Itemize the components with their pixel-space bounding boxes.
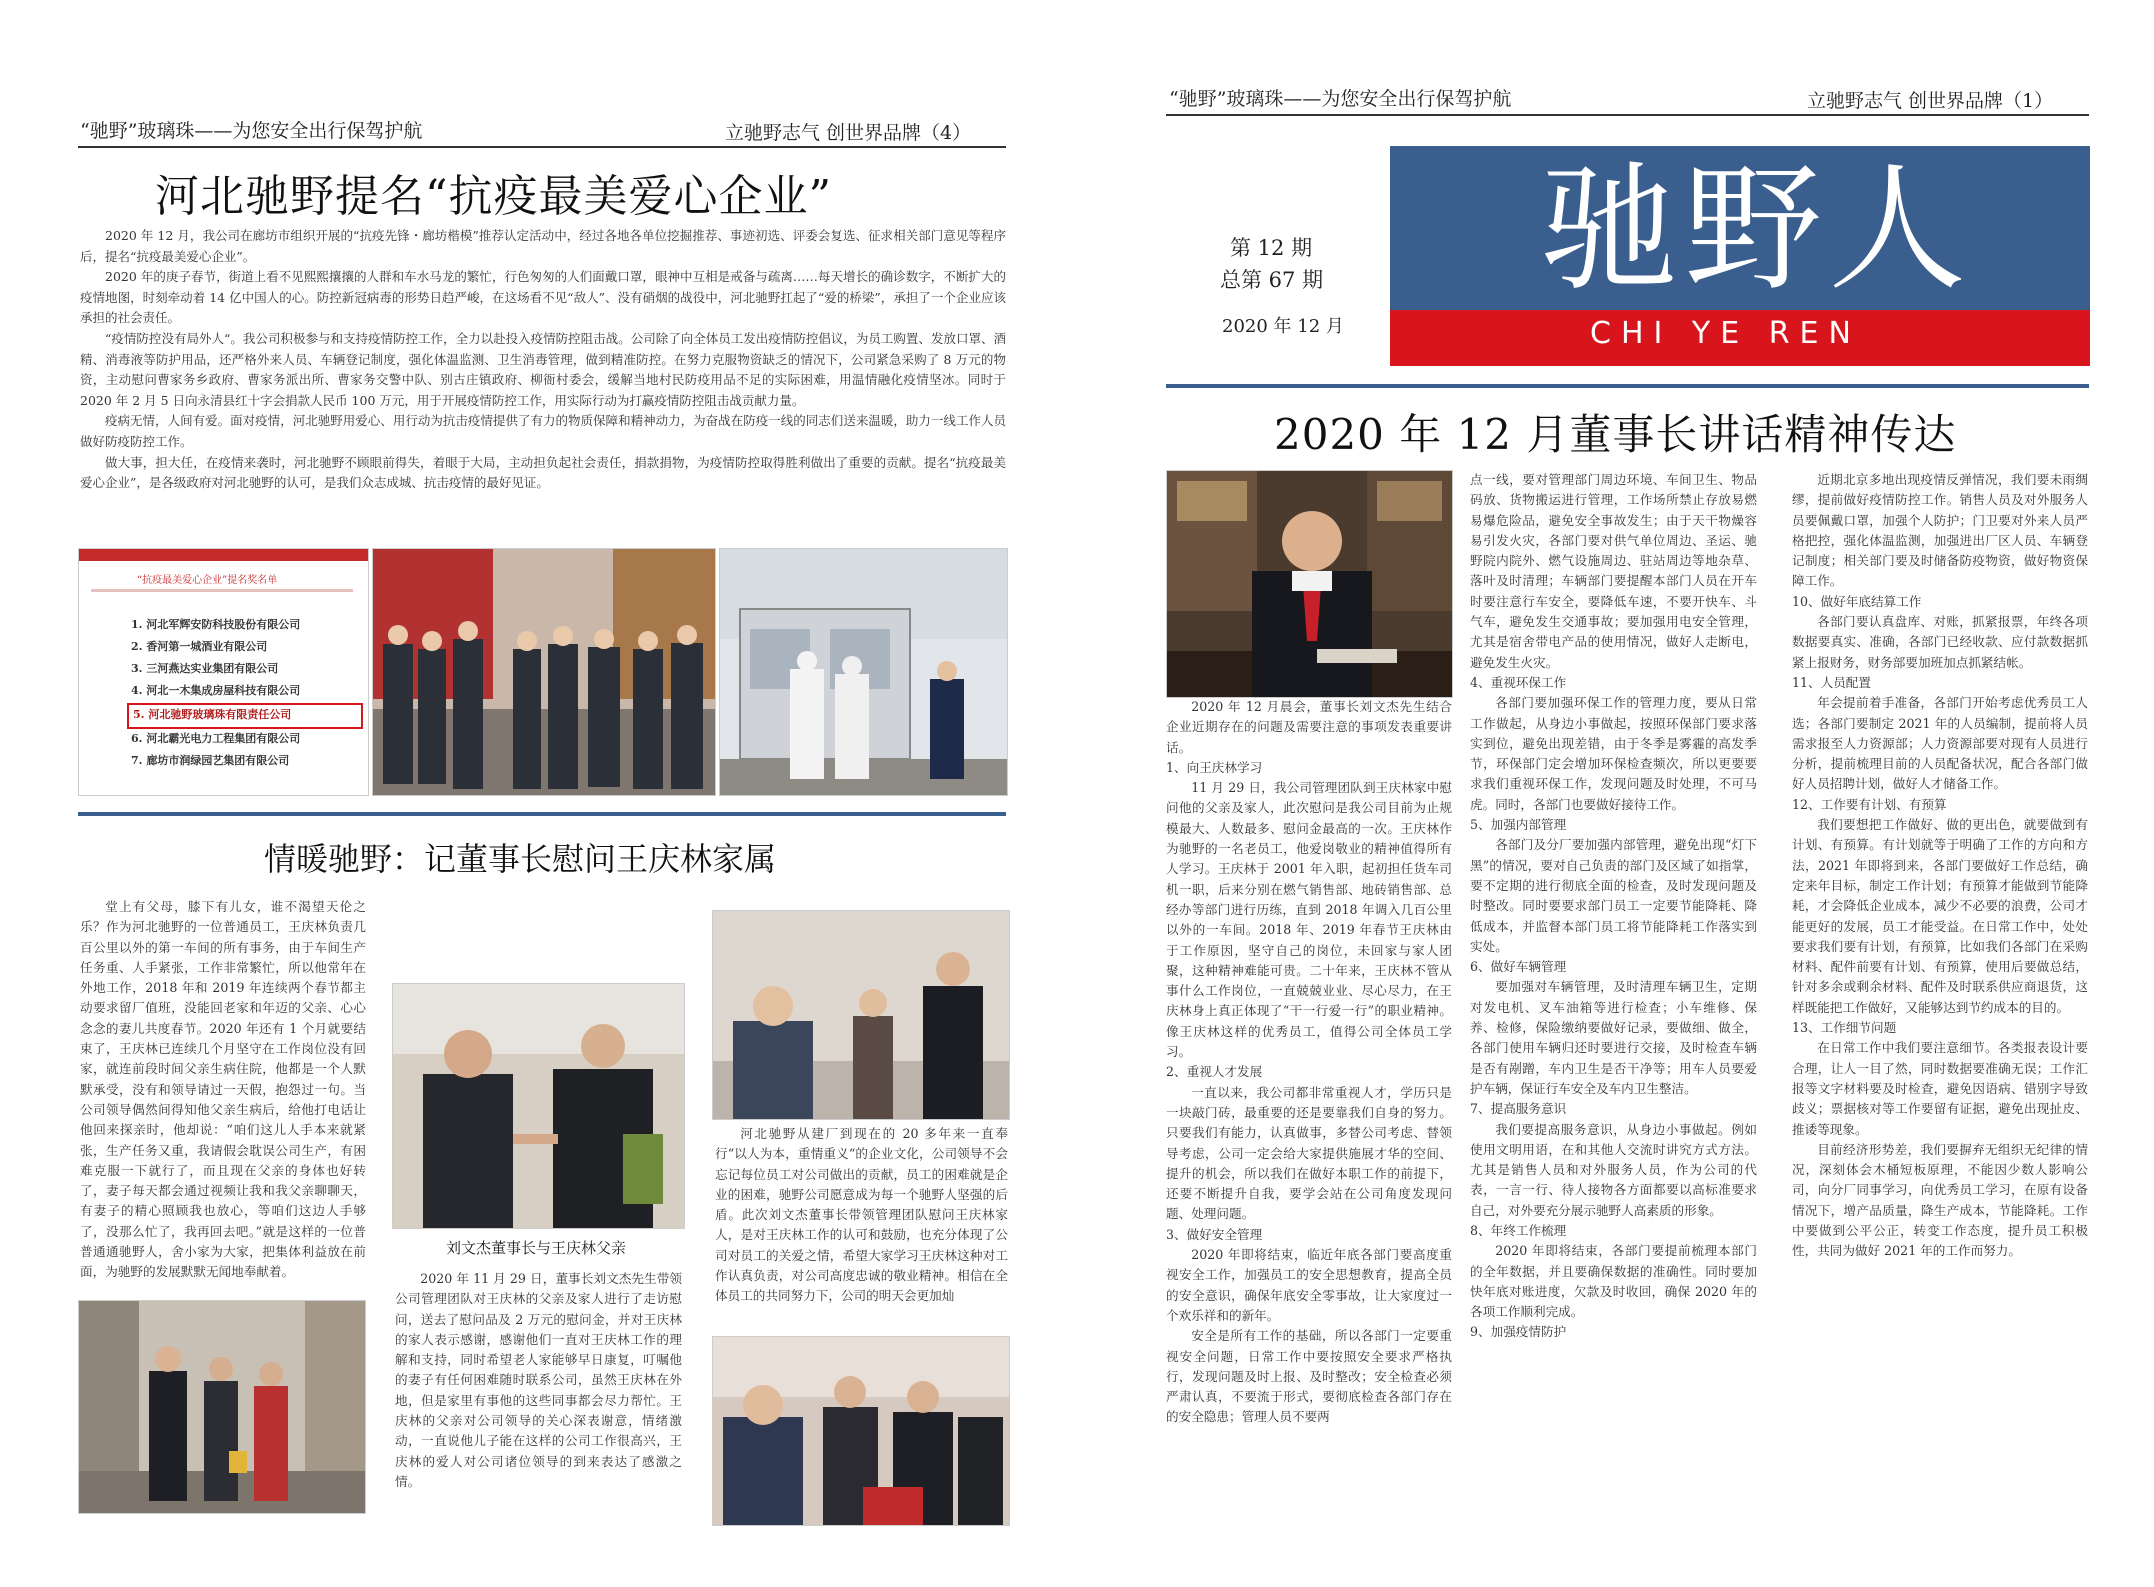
paragraph: 我们要想把工作做好、做的更出色，就要做到有计划、有预算。有计划就等于明确了工作的方向和方法，2021 年即将到来，各部门要做好工作总结，确定来年目标，制定工作计划；有预算才能做到节能降耗，才会降低企业成本，减少不必要的浪费，公司才能更好的发展，员工才能受益。在日常工作中，处处要求我们要有计划，有预算，比如我们各部门在采购材料、配件前要有计划、有预算，使用后要做总结，针对多余或剩余材料、配件及时联系供应商退货，这样既能把工作做好，又能够达到节约成本的目的。 bbox=[1792, 817, 2088, 1015]
paragraph: “疫情防控没有局外人“。我公司积极参与和支持疫情防控工作，全力以赴投入疫情防控阻击战。公司除了向全体员工发出疫情防控倡议，为员工购置、发放口罩、酒精、消毒液等防护用品，还严格外来人员、车辆登记制度，强化体温监测、卫生消毒管理，做到精准防控。在努力克服物资缺乏的情况下，公司紧急采购了 8 万元的物资，主动慰问曹家务乡政府、曹家务派出所、曹家务交警中队、别古庄镇政府、柳衙村委会，缓解当地村民防疫用品不足的实际困难，用温情融化疫情坚冰。同时于 2020 年 2 月 5 日向永清县红十字会捐款人民币 100 万元，用于开展疫情防控工作，用实际行动为打赢疫情防控阻击战贡献力量。 bbox=[80, 330, 1006, 408]
paragraph: 2020 年即将结束，临近年底各部门要高度重视安全工作，加强员工的安全思想教育，提高全员的安全意识，确保年底安全零事故，让大家度过一个欢乐祥和的新年。 bbox=[1166, 1247, 1452, 1323]
left-header-rule bbox=[78, 146, 1006, 148]
paragraph: 近期北京多地出现疫情反弹情况，我们要未雨绸缪，提前做好疫情防控工作。销售人员及对外服务人员要佩戴口罩，加强个人防护；门卫要对外来人员严格把控，强化体温监测，加强进出厂区人员、车辆登记制度；相关部门要及时储备防疫物资，做好物资保障工作。 bbox=[1792, 472, 2088, 589]
nomination-item: 1. 河北军辉安防科技股份有限公司 bbox=[131, 618, 301, 631]
nomination-item: 2. 香河第一城酒业有限公司 bbox=[131, 640, 268, 653]
paragraph: 2020 年的庚子春节，街道上看不见熙熙攘攘的人群和车水马龙的繁忙，行色匆匆的人们面戴口罩，眼神中互相是戒备与疏离……每天增长的确诊数字，不断扩大的疫情地图，时刻牵动着 14 亿中国人的心。防控新冠病毒的形势日趋严峻，在这场看不见“敌人”、没有硝烟的战役中，河北驰野扛起了“爱的桥梁”，承担了一个企业应该承担的社会责任。 bbox=[80, 269, 1006, 326]
section-heading: 13、工作细节问题 bbox=[1792, 1020, 1897, 1036]
paragraph: 在日常工作中我们要注意细节。各类报表设计要合理，让人一目了然，同时数据要准确无误；工作汇报等文字材料要及时检查，避免因语病、错别字导致歧义；票据核对等工作要留有证据，避免出现扯皮、推诿等现象。 bbox=[1792, 1040, 2088, 1137]
left-section-rule bbox=[78, 812, 1006, 816]
gift-giving-photo bbox=[712, 1336, 1010, 1526]
paragraph: 河北驰野从建厂到现在的 20 多年来一直奉行“以人为本，重情重义“的企业文化，公司领导不会忘记每位员工对公司做出的贡献，员工的困难就是企业的困难，驰野公司愿意成为每一个驰野人坚强的后盾。此次刘文杰董事长带领管理团队慰问王庆林家人，是对王庆林工作的认可和鼓励，也充分体现了公司对员工的关爱之情，希望大家学习王庆林这种对工作认真负责，对公司高度忠诚的敬业精神。相信在全体员工的共同努力下，公司的明天会更加灿 bbox=[715, 1126, 1008, 1304]
article2-column1 bbox=[80, 897, 366, 1301]
article1-title: 河北驰野提名“抗疫最美爱心企业” bbox=[155, 171, 832, 222]
checkpoint-photo bbox=[719, 548, 1008, 796]
paragraph: 11 月 29 日，我公司管理团队到王庆林家中慰问他的父亲及家人，此次慰问是我公司目前为止规模最大、人数最多、慰问金最高的一次。王庆林作为驰野的一名老员工，他爱岗敬业的精神值得所有人学习。王庆林于 2001 年入职，起初担任货车司机一职，后来分别在燃气销售部、地砖销售部、总经办等部门进行历练，直到 2018 年调入几百公里以外的一车间。2018 年、2019 年春节王庆林由于工作原因，坚守自己的岗位，未回家与家人团聚，这种精神难能可贵。二十年来，王庆林不管从事什么工作岗位，一直兢兢业业、尽心尽力，在王庆林身上真正体现了“干一行爱一行”的职业精神。像王庆林这样的优秀员工，值得公司全体员工学习。 bbox=[1166, 780, 1452, 1060]
walking-group-photo bbox=[78, 1300, 366, 1514]
article2-column2 bbox=[395, 1269, 682, 1513]
right-header-slogan: “驰野”玻璃珠——为您安全出行保驾护航 bbox=[1169, 88, 1512, 110]
section-heading: 6、做好车辆管理 bbox=[1470, 959, 1567, 975]
left-header-page-label: 立驰野志气 创世界品牌（4） bbox=[725, 122, 972, 144]
handshake-photo-caption: 刘文杰董事长与王庆林父亲 bbox=[446, 1239, 627, 1257]
family-visit-photo bbox=[712, 910, 1010, 1120]
article-column2 bbox=[1470, 470, 1757, 1517]
issue-date: 2020 年 12 月 bbox=[1222, 316, 1344, 337]
masthead-pinyin: CHI YE REN bbox=[1590, 316, 1861, 351]
paragraph: 2020 年 11 月 29 日，董事长刘文杰先生带领公司管理团队对王庆林的父亲及家人进行了走访慰问，送去了慰问品及 2 万元的慰问金，并对王庆林的家人表示感谢，感谢他们一直对王庆林工作的理解和支持，同时希望老人家能够早日康复，叮嘱他的妻子有任何困难随时联系公司，虽然王庆林在外地，但是家里有事他的这些同事都会尽力帮忙。王庆林的父亲对公司领导的关心深表谢意，情绪激动，一直说他儿子能在这样的公司工作很高兴，王庆林的爱人对公司诸位领导的到来表达了感激之情。 bbox=[395, 1271, 682, 1489]
right-header-page-label: 立驰野志气 创世界品牌（1） bbox=[1807, 90, 2054, 112]
section-heading: 5、加强内部管理 bbox=[1470, 817, 1567, 833]
paragraph: 做大事，担大任，在疫情来袭时，河北驰野不顾眼前得失，着眼于大局，主动担负起社会责任，捐款捐物，为疫情防控取得胜利做出了重要的贡献。提名“抗疫最美爱心企业”，是各级政府对河北驰野的认可，是我们众志成城、抗击疫情的最好见证。 bbox=[80, 454, 1006, 491]
nomination-item: 3. 三河燕达实业集团有限公司 bbox=[131, 662, 279, 675]
paragraph: 堂上有父母，膝下有儿女，谁不渴望天伦之乐？作为河北驰野的一位普通员工，王庆林负责几百公里以外的第一车间的所有事务，由于车间生产任务重、人手紧张，工作非常繁忙，所以他常年在外地工作，2018 年和 2019 年连续两个春节都主动要求留厂值班，没能回老家和年迈的父亲、心心念念的妻儿共度春节。2020 年还有 1 个月就要结束了，王庆林已连续几个月坚守在工作岗位没有回家，就连前段时间父亲生病住院，他都是一个人默默承受，没有和领导请过一天假，抱怨过一句。当公司领导偶然间得知他父亲生病后，给他打电话让他回来探亲时，他却说：“咱们这儿人手本来就紧张，生产任务又重，我请假会耽误公司生产，有困难克服一下就行了，而且现在父亲的身体也好转了，妻子每天都会通过视频让我和我父亲聊聊天，有妻子的精心照顾我也放心，等咱们这边人手够了，没那么忙了，我再回去吧。”就是这样的一位普普通通驰野人，舍小家为大家，把集体利益放在前面，为驰野的发展默默无闻地奉献着。 bbox=[80, 899, 366, 1280]
right-section-rule bbox=[1166, 384, 2089, 388]
section-heading: 2、重视人才发展 bbox=[1166, 1064, 1263, 1080]
section-heading: 4、重视环保工作 bbox=[1470, 674, 1567, 690]
section-heading: 9、加强疫情防护 bbox=[1470, 1324, 1567, 1340]
masthead-title: 驰野人 bbox=[1540, 149, 1973, 310]
nomination-list-image bbox=[78, 548, 369, 796]
donation-group-photo bbox=[372, 548, 716, 796]
article2-column3 bbox=[715, 1124, 1008, 1330]
article-column3 bbox=[1792, 470, 2088, 1517]
paragraph: 各部门要认真盘库、对账，抓紧报票，年终各项数据要真实、准确，各部门已经收款、应付款数据抓紧上报财务，财务部要加班加点抓紧结帐。 bbox=[1792, 614, 2088, 670]
article2-title: 情暖驰野：记董事长慰问王庆林家属 bbox=[264, 840, 777, 878]
paragraph: 点一线，要对管理部门周边环境、车间卫生、物品码放、货物搬运进行管理，工作场所禁止存放易燃易爆危险品，避免安全事故发生；由于天干物燥容易引发火灾，各部门要对供气单位周边、圣运、驰野院内院外、燃气设施周边、驻站周边等地杂草、落叶及时清理；车辆部门要提醒本部门人员在开车时要注意行车安全，要降低车速，不要开快车、斗气车，避免发生交通事故；要加强用电安全管理，尤其是宿舍带电产品的使用情况，做好人走断电，避免发生火灾。 bbox=[1470, 472, 1757, 670]
left-header-slogan: “驰野”玻璃珠——为您安全出行保驾护航 bbox=[80, 120, 423, 142]
section-heading: 8、年终工作梳理 bbox=[1470, 1222, 1567, 1238]
article-column1 bbox=[1166, 697, 1452, 1517]
article-title: 2020 年 12 月董事长讲话精神传达 bbox=[1274, 410, 1957, 459]
handshake-photo bbox=[392, 983, 685, 1229]
chairman-portrait-photo bbox=[1166, 470, 1453, 698]
section-heading: 1、向王庆林学习 bbox=[1166, 759, 1263, 775]
section-heading: 7、提高服务意识 bbox=[1470, 1101, 1567, 1117]
paragraph: 2020 年即将结束，各部门要提前梳理本部门的全年数据，并且要确保数据的准确性。同时要加快年底对账进度，欠款及时收回，确保 2020 年的各项工作顺利完成。 bbox=[1470, 1243, 1757, 1320]
paragraph: 2020 年 12 月晨会，董事长刘文杰先生结合企业近期存在的问题及需要注意的事项发表重要讲话。 bbox=[1166, 699, 1452, 755]
nomination-item: 7. 廊坊市润绿园艺集团有限公司 bbox=[131, 754, 290, 767]
paragraph: 安全是所有工作的基础，所以各部门一定要重视安全问题，日常工作中要按照安全要求严格执行，发现问题及时上报、及时整改；安全检查必须严肃认真，不要流于形式，要彻底检查各部门存在的安全隐患；管理人员不要两 bbox=[1166, 1328, 1452, 1425]
nomination-item: 5. 河北驰野玻璃珠有限责任公司 bbox=[127, 703, 363, 729]
paragraph: 疫病无情，人间有爱。面对疫情，河北驰野用爱心、用行动为抗击疫情提供了有力的物质保障和精神动力，为奋战在防疫一线的同志们送来温暖，助力一线工作人员做好防疫防控工作。 bbox=[80, 413, 1006, 449]
paragraph: 目前经济形势差，我们要摒弃无组织无纪律的情况，深刻体会木桶短板原理，不能因少数人影响公司，向分厂同事学习，向优秀员工学习，在原有设备情况下，增产品质量，降生产成本，节能降耗。工作中要做到公平公正，转变工作态度，提升员工积极性，共同为做好 2021 年的工作而努力。 bbox=[1792, 1141, 2088, 1259]
paragraph: 要加强对车辆管理，及时清理车辆卫生，定期对发电机、叉车油箱等进行检查；小车维修、保养、检修，保险缴纳要做好记录，要做细、做全，各部门使用车辆归还时要进行交接，及时检查车辆是否有剐蹭，车内卫生是否干净等；用车人员要爱护车辆，保证行车安全及车内卫生整洁。 bbox=[1470, 979, 1757, 1096]
total-issue-number: 总第 67 期 bbox=[1220, 268, 1324, 292]
paragraph: 一直以来，我公司都非常重视人才，学历只是一块敲门砖，最重要的还是要靠我们自身的努力。只要我们有能力，认真做事，多替公司考虑、替领导考虑，公司一定会给大家提供施展才华的空间、提升的机会，所以我们在做好本职工作的前提下，还要不断提升自我，要学会站在公司角度发现问题、处理问题。 bbox=[1166, 1084, 1452, 1222]
section-heading: 12、工作要有计划、有预算 bbox=[1792, 796, 1947, 812]
paragraph: 各部门及分厂要加强内部管理，避免出现“灯下黑”的情况，要对自己负责的部门及区域了如指掌，要不定期的进行彻底全面的检查，及时发现问题及时整改。同时要要求部门员工一定要节能降耗、降低成本，并监督本部门员工将节能降耗工作落实到实处。 bbox=[1470, 837, 1757, 954]
nomination-item: 4. 河北一木集成房屋科技有限公司 bbox=[131, 684, 301, 697]
section-heading: 11、人员配置 bbox=[1792, 674, 1871, 690]
section-heading: 10、做好年底结算工作 bbox=[1792, 593, 1922, 609]
right-header-rule bbox=[1166, 114, 2089, 116]
paragraph: 年会提前着手准备，各部门开始考虑优秀员工人选；各部门要制定 2021 年的人员编制，提前将人员需求报至人力资源部；人力资源部要对现有人员进行分析，提前梳理目前的人员配备状况，配合各部门做好人员招聘计划，做好人才储备工作。 bbox=[1792, 695, 2088, 792]
section-heading: 3、做好安全管理 bbox=[1166, 1226, 1263, 1242]
issue-number: 第 12 期 bbox=[1230, 236, 1313, 260]
paragraph: 2020 年 12 月，我公司在廊坊市组织开展的“抗疫先锋・廊坊楷模”推荐认定活动中，经过各地各单位挖掘推荐、事迹初选、评委会复选、征求相关部门意见等程序后，提名“抗疫最美爱心企业”。 bbox=[80, 228, 1006, 264]
paragraph: 各部门要加强环保工作的管理力度，要从日常工作做起，从身边小事做起，按照环保部门要求落实到位，避免出现差错，由于冬季是雾霾的高发季节，环保部门定会增加环保检查频次，所以更要要求我们重视环保工作，发现问题及时处理，不可马虎。同时，各部门也要做好接待工作。 bbox=[1470, 695, 1757, 812]
article1-body bbox=[80, 226, 1006, 544]
nomination-list-heading: “抗疫最美爱心企业”提名奖名单 bbox=[137, 575, 278, 586]
paragraph: 我们要提高服务意识，从身边小事做起。例如使用文明用语，在和其他人交流时讲究方式方法。尤其是销售人员和对外服务人员，作为公司的代表，一言一行、待人接物各方面都要以高标准要求自己，对外要充分展示驰野人高素质的形象。 bbox=[1470, 1121, 1757, 1218]
nomination-item: 6. 河北霸光电力工程集团有限公司 bbox=[131, 732, 301, 745]
